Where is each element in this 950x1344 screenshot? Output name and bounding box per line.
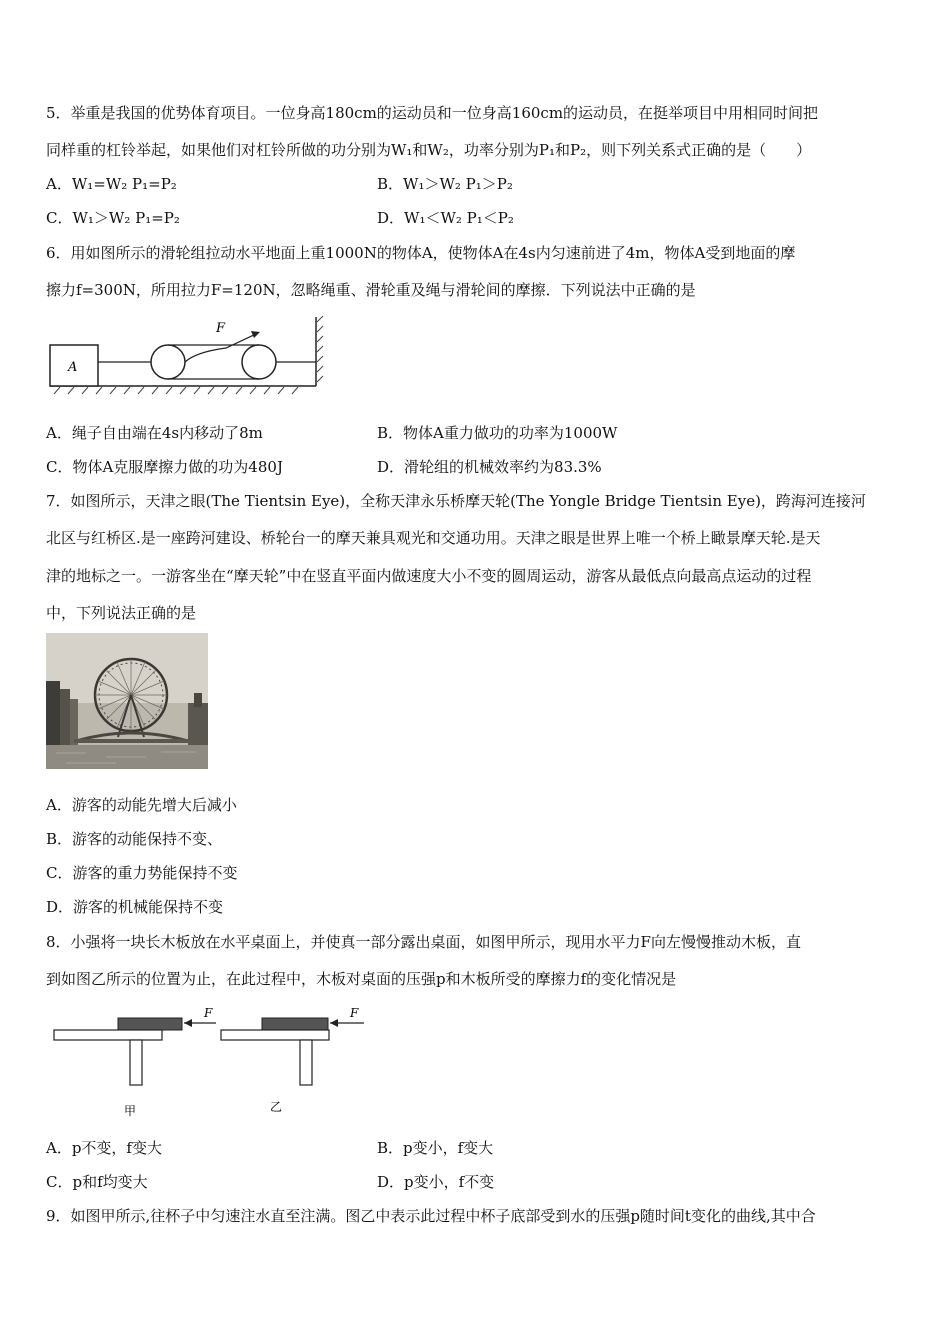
q6-stem-line1: 6．用如图所示的滑轮组拉动水平地面上重1000N的物体A，使物体A在4s内匀速前进了4m，物体A受到地面的摩 — [46, 244, 796, 262]
pulley-moving — [151, 345, 185, 379]
q7-stem-line2: 北区与红桥区.是一座跨河建设、桥轮台一的摩天兼具观光和交通功用。天津之眼是世界上唯一个桥上瞰景摩天轮.是天 — [46, 529, 821, 547]
figure-jia — [54, 1006, 216, 1085]
caption-yi: 乙 — [270, 1100, 283, 1114]
force-f-label: F — [216, 321, 226, 336]
pulley-fixed — [242, 345, 276, 379]
q7-option-c: C．游客的重力势能保持不变 — [46, 864, 238, 882]
q6-option-b: B．物体A重力做功的功率为1000W — [377, 424, 618, 442]
q6-option-d: D．滑轮组的机械效率约为83.3% — [377, 458, 602, 476]
q9-stem-line1: 9．如图甲所示,往杯子中匀速注水直至注满。图乙中表示此过程中杯子底部受到水的压强p随时间t变化的曲线,其中合 — [46, 1207, 816, 1225]
q8-stem-line1: 8．小强将一块长木板放在水平桌面上，并使真一部分露出桌面，如图甲所示，现用水平力F向左慢慢推动木板，直 — [46, 933, 801, 951]
q5-stem-line2: 同样重的杠铃举起，如果他们对杠铃所做的功分别为W₁和W₂，功率分别为P₁和P₂，则下列关系式正确的是（ ） — [46, 141, 812, 159]
q8-option-b: B．p变小，f变大 — [377, 1139, 494, 1157]
q8-option-d: D．p变小，f不变 — [377, 1173, 495, 1191]
q5-option-a: A．W₁=W₂ P₁=P₂ — [46, 175, 177, 193]
q5-option-b: B．W₁＞W₂ P₁＞P₂ — [377, 175, 513, 193]
q7-stem-line1: 7．如图所示，天津之眼(The Tientsin Eye)，全称天津永乐桥摩天轮(The Yongle Bridge Tientsin Eye)，跨海河连接河 — [46, 492, 866, 510]
q5-option-d: D．W₁＜W₂ P₁＜P₂ — [377, 209, 514, 227]
force-f-label-jia: F — [204, 1006, 213, 1020]
figure-yi — [221, 1006, 364, 1085]
pulley-system-figure — [46, 312, 326, 397]
q6-stem-line2: 擦力f=300N，所用拉力F=120N，忽略绳重、滑轮重及绳与滑轮间的摩擦．下列说法中正确的是 — [46, 281, 696, 299]
q7-option-a: A．游客的动能先增大后减小 — [46, 796, 237, 814]
q6-option-a: A．绳子自由端在4s内移动了8m — [46, 424, 263, 442]
force-f-label-yi: F — [350, 1006, 359, 1020]
q7-stem-line3: 津的地标之一。一游客坐在“摩天轮”中在竖直平面内做速度大小不变的圆周运动，游客从最低点向最高点运动的过程 — [46, 567, 812, 585]
q7-option-d: D．游客的机械能保持不变 — [46, 898, 224, 916]
q8-stem-line2: 到如图乙所示的位置为止，在此过程中，木板对桌面的压强p和木板所受的摩擦力f的变化情况是 — [46, 970, 677, 988]
q8-option-a: A．p不变，f变大 — [46, 1139, 162, 1157]
q6-option-c: C．物体A克服摩擦力做的功为480J — [46, 458, 283, 476]
q7-option-b: B．游客的动能保持不变、 — [46, 830, 223, 848]
caption-jia: 甲 — [124, 1104, 137, 1118]
block-a-label: A — [68, 360, 78, 375]
q8-option-c: C．p和f均变大 — [46, 1173, 148, 1191]
tianjin-eye-photo — [46, 633, 208, 769]
q5-option-c: C．W₁＞W₂ P₁=P₂ — [46, 209, 180, 227]
board-on-table-figure — [46, 1005, 386, 1125]
q7-stem-line4: 中，下列说法正确的是 — [46, 604, 197, 622]
q5-stem-line1: 5．举重是我国的优势体育项目。一位身高180cm的运动员和一位身高160cm的运动员，在挺举项目中用相同时间把 — [46, 104, 819, 122]
